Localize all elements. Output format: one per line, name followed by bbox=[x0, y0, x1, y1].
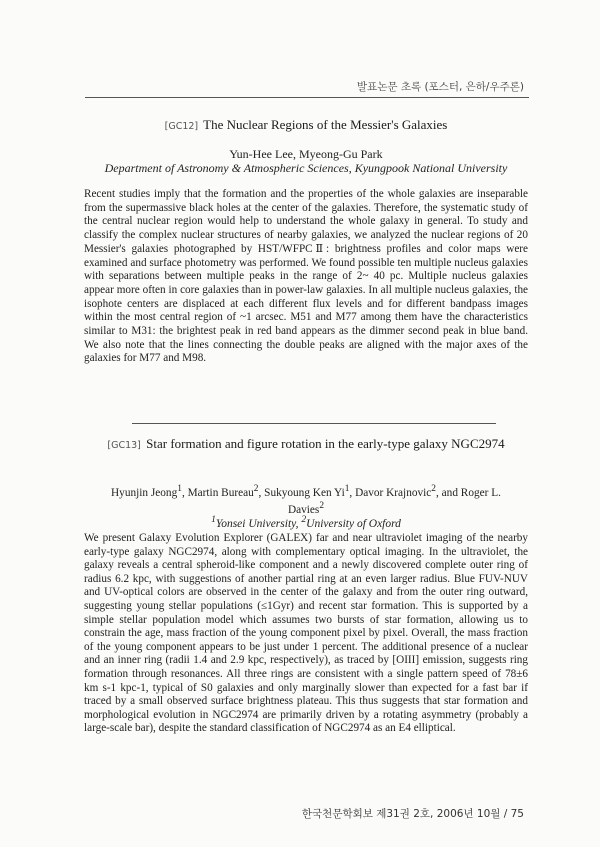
author-affil-mark: 1 bbox=[344, 484, 350, 494]
running-footer: 한국천문학회보 제31권 2호, 2006년 10월 / 75 bbox=[301, 808, 524, 820]
running-header: 발표논문 초록 (포스터, 은하/우주론) bbox=[356, 81, 524, 93]
paper-authors-gc12: Yun-Hee Lee, Myeong-Gu Park bbox=[229, 147, 383, 161]
header-rule bbox=[85, 97, 529, 98]
paper-affiliation-gc12: Department of Astronomy & Atmospheric Sciences, Kyungpook National University bbox=[104, 161, 508, 175]
author-affil-mark: 2 bbox=[431, 484, 436, 494]
paper-tag-gc13: [GC13] bbox=[107, 440, 141, 451]
paper-affiliation-gc13 bbox=[84, 514, 528, 530]
paper-authors-gc13: Hyunjin Jeong$^1$, Martin Bureau$^2$, Sukyoung Ken Yi$^1$, Davor Krajnovic$^2$, and Roger L. Davies$^2$ bbox=[111, 484, 501, 516]
author-affil-mark: 2 bbox=[319, 500, 325, 511]
author-affil-mark: 1 bbox=[177, 484, 182, 494]
paper-abstract-gc12: Recent studies imply that the formation and the properties of the whole galaxies are inseparable from the supermassive black holes at the center of the galaxies. Therefore, the systematic study of the central nuclear region would help to understand the whole galaxy in general. To study and classify the complex nuclear structures of nearby galaxies, we analyzed the nuclear regions of 20 Messier's galaxies photographed by HST/WFPCⅡ: brightness profiles and color maps were examined and surface photometry was performed. We found possible ten multiple nucleus galaxies with separations between multiple peaks in the range of 2~ 40 pc. Multiple nucleus galaxies appear more often in core galaxies than in power-law galaxies. In all multiple nucleus galaxies, the isophote centers are displaced at each different flux levels and for different bandpass images within the most central region of ~1 arcsec. M51 and M77 among them have the characteristics similar to M31: the brightest peak in red band appears as the dimmer second peak in blue band. We also note that the lines connecting the double peaks are aligned with the major axes of the galaxies for M77 and M98. bbox=[84, 188, 528, 365]
paper-tag-gc12: [GC12] bbox=[164, 121, 199, 132]
affil-institution: University of Oxford bbox=[306, 517, 401, 530]
affil-mark: 2 bbox=[301, 514, 307, 525]
paper-title-text-gc13: Star formation and figure rotation in the early-type galaxy NGC2974 bbox=[146, 436, 505, 451]
author-name: Sukyoung Ken Yi bbox=[264, 486, 345, 499]
affil-mark: 1 bbox=[211, 514, 216, 525]
paper-title-text-gc12: The Nuclear Regions of the Messier's Galaxies bbox=[203, 117, 448, 132]
paper-title-gc12 bbox=[84, 117, 528, 133]
paper-abstract-gc13: We present Galaxy Evolution Explorer (GALEX) far and near ultraviolet imaging of the nearby early-type galaxy NGC2974, along with complementary optical imaging. In the ultraviolet, the galaxy reveals a central spheroid-like component and a newly discovered complete outer ring of radius 6.2 kpc, with suggestions of another partial ring at an even larger radius. Blue FUV-NUV and UV-optical colors are observed in the center of the galaxy and from the outer ring outward, suggesting young stellar populations (≤1Gyr) and recent star formation. This is supported by a simple stellar population model which assumes two bursts of star formation, allowing us to constrain the age, mass fraction of the young component pixel by pixel. Overall, the mass fraction of the young component appears to be just under 1 percent. The additional presence of a nuclear and an inner ring (radii 1.4 and 2.9 kpc, respectively), as traced by [OIII] emission, suggests ring formation through resonances. All three rings are consistent with a single pattern speed of 78±6 km s-1 kpc-1, typical of S0 galaxies and only marginally slower than expected for a fast bar if traced by a small observed surface brightness plateau. This thus suggests that star formation and morphological evolution in NGC2974 are primarily driven by a rotating asymmetry (probably a large-scale bar), despite the standard classification of NGC2974 as an E4 elliptical. bbox=[84, 532, 528, 735]
affil-institution: Yonsei University, bbox=[215, 517, 299, 530]
author-name: Davor Krajnovic bbox=[355, 486, 432, 499]
author-name: Martin Bureau bbox=[187, 486, 254, 499]
author-affil-mark: 2 bbox=[253, 484, 259, 494]
author-name: Roger L. Davies bbox=[287, 486, 501, 516]
author-conjunction: and bbox=[441, 486, 458, 499]
author-name: Hyunjin Jeong bbox=[111, 486, 178, 499]
section-divider bbox=[132, 423, 496, 424]
paper-title-gc13 bbox=[84, 436, 528, 454]
